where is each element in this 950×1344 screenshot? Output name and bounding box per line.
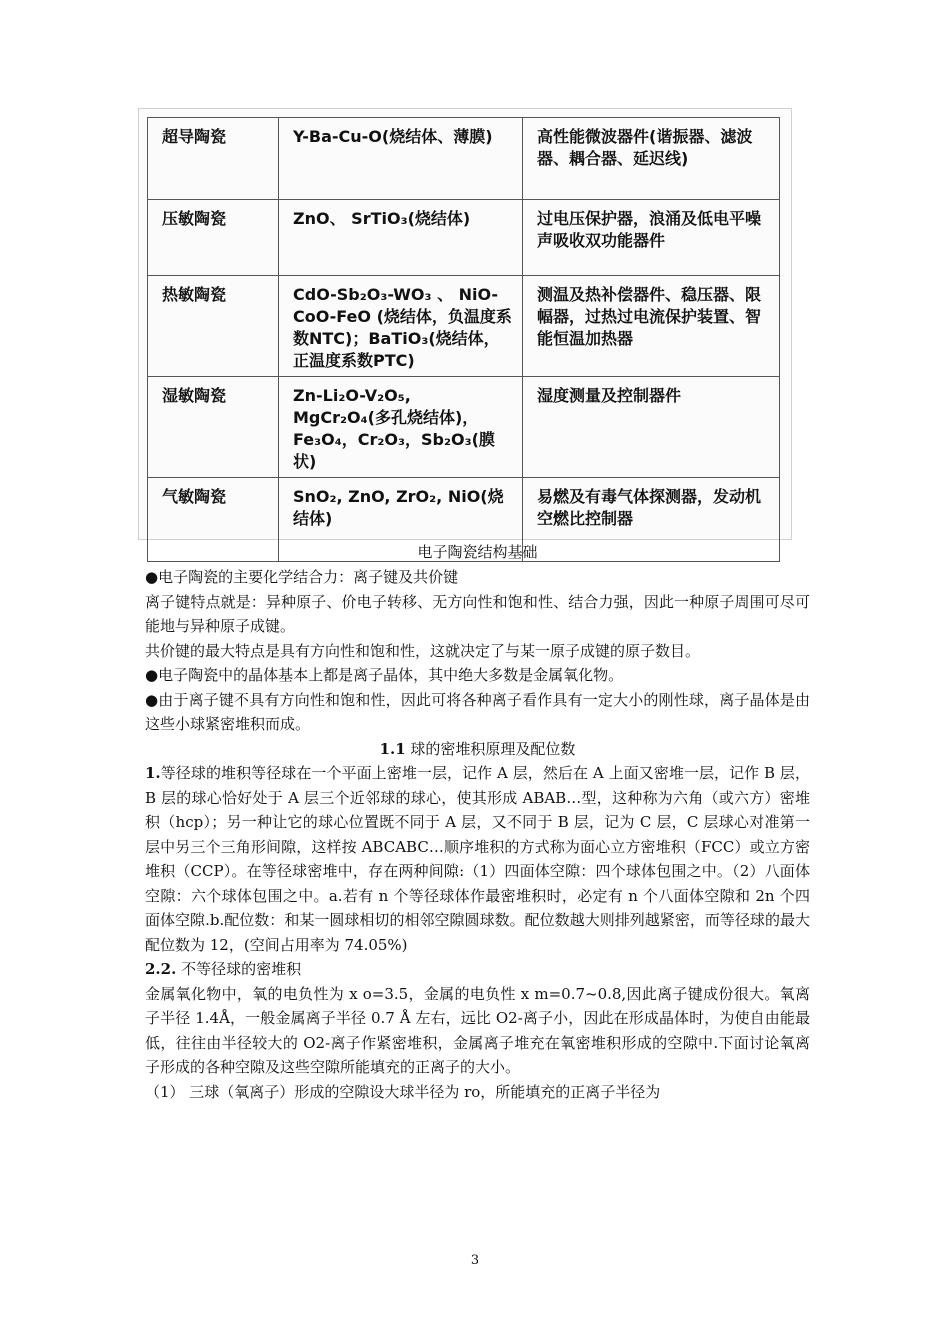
section-heading bbox=[145, 737, 810, 762]
ceramic-material: SnO₂, ZnO, ZrO₂, NiO(烧结体) bbox=[279, 478, 523, 562]
paragraph bbox=[145, 761, 810, 957]
ceramics-table-image bbox=[138, 108, 792, 540]
ceramic-application: 湿度测量及控制器件 bbox=[523, 377, 780, 478]
ceramic-name: 压敏陶瓷 bbox=[148, 200, 279, 276]
table-row bbox=[148, 377, 780, 478]
ceramic-application: 测温及热补偿器件、稳压器、限幅器，过热过电流保护装置、智能恒温加热器 bbox=[523, 276, 780, 377]
paragraph: ●由于离子键不具有方向性和饱和性，因此可将各种离子看作具有一定大小的刚性球，离子晶体是由这些小球紧密堆积而成。 bbox=[145, 690, 810, 733]
table-row bbox=[148, 276, 780, 377]
ceramic-application: 易燃及有毒气体探测器，发动机空燃比控制器 bbox=[523, 478, 780, 562]
section-number: 1. bbox=[145, 764, 161, 782]
section-title: 球的密堆积原理及配位数 bbox=[405, 739, 576, 758]
ceramic-name: 超导陶瓷 bbox=[148, 118, 279, 200]
paragraph: （1） 三球（氧离子）形成的空隙设大球半径为 ro，所能填充的正离子半径为 bbox=[145, 1082, 661, 1101]
paragraph: 金属氧化物中，氧的电负性为 x o=3.5，金属的电负性 x m=0.7~0.8,因此离子键成份很大。氧离子半径 1.4Å，一般金属离子半径 0.7 Å 左右，远比 O2-离子小，因此在形成晶体时，为使自由能最低，往往由半径较大的 O2-离子作紧密堆积，金属离子堆充在氧密堆积形成的空隙中.下面讨论氧离子形成的各种空隙及这些空隙所能填充的正离子的大小。 bbox=[145, 984, 810, 1076]
table-row bbox=[148, 200, 780, 276]
ceramic-name: 气敏陶瓷 bbox=[148, 478, 279, 562]
ceramic-application: 过电压保护器，浪涌及低电平噪声吸收双功能器件 bbox=[523, 200, 780, 276]
paragraph-text: 等径球的堆积等径球在一个平面上密堆一层，记作 A 层，然后在 A 上面又密堆一层，记作 B 层，B 层的球心恰好处于 A 层三个近邻球的球心，使其形成 ABAB…型，这种称为六角（或六方）密堆积（hcp）；另一种让它的球心位置既不同于 A 层，又不同于 B 层，记为 C 层，C 层球心对准第一层中另三个三角形间隙，这样按 ABCABC…顺序堆积的方式称为面心立方密堆积（FCC）或立方密堆积（CCP）。在等径球密堆中，存在两种间隙:（1）四面体空隙：四个球体包围之中。（2）八面体空隙：六个球体包围之中。a.若有 n 个等径球体作最密堆积时，必定有 n 个八面体空隙和 2n 个四面体空隙.b.配位数：和某一圆球相切的相邻空隙圆球数。配位数越大则排列越紧密，而等径球的最大配位数为 12，(空间占用率为 74.05%) bbox=[145, 764, 810, 954]
table-row bbox=[148, 118, 780, 200]
paragraph: 共价键的最大特点是具有方向性和饱和性，这就决定了与某一原子成键的原子数目。 bbox=[145, 641, 701, 660]
paragraph: ●电子陶瓷的主要化学结合力：离子键及共价键 bbox=[145, 568, 459, 586]
page-number: 3 bbox=[470, 1253, 480, 1268]
ceramic-material: Zn-Li₂O-V₂O₅, MgCr₂O₄(多孔烧结体)，Fe₃O₄，Cr₂O₃，Sb₂O₃(膜状) bbox=[279, 377, 523, 478]
ceramic-material: ZnO、 SrTiO₃(烧结体) bbox=[279, 200, 523, 276]
paragraph: 离子键特点就是：异种原子、价电子转移、无方向性和饱和性、结合力强，因此一种原子周围可尽可能地与异种原子成键。 bbox=[145, 592, 810, 635]
section-number: 2.2. bbox=[145, 960, 177, 978]
figure-caption: 电子陶瓷结构基础 bbox=[417, 543, 538, 561]
ceramic-name: 热敏陶瓷 bbox=[148, 276, 279, 377]
ceramic-application: 高性能微波器件(谐振器、滤波器、耦合器、延迟线) bbox=[523, 118, 780, 200]
ceramic-material: CdO-Sb₂O₃-WO₃ 、 NiO-CoO-FeO (烧结体，负温度系数NTC)；BaTiO₃(烧结体，正温度系数PTC) bbox=[279, 276, 523, 377]
ceramic-name: 湿敏陶瓷 bbox=[148, 377, 279, 478]
section-title: 不等径球的密堆积 bbox=[176, 960, 302, 978]
ceramic-material: Y-Ba-Cu-O(烧结体、薄膜) bbox=[279, 118, 523, 200]
ceramics-table bbox=[147, 117, 780, 562]
section-number: 1.1 bbox=[379, 739, 406, 758]
paragraph: ●电子陶瓷中的晶体基本上都是离子晶体，其中绝大多数是金属氧化物。 bbox=[145, 666, 624, 684]
section-heading bbox=[145, 957, 810, 982]
intro-paragraphs bbox=[145, 565, 810, 1104]
